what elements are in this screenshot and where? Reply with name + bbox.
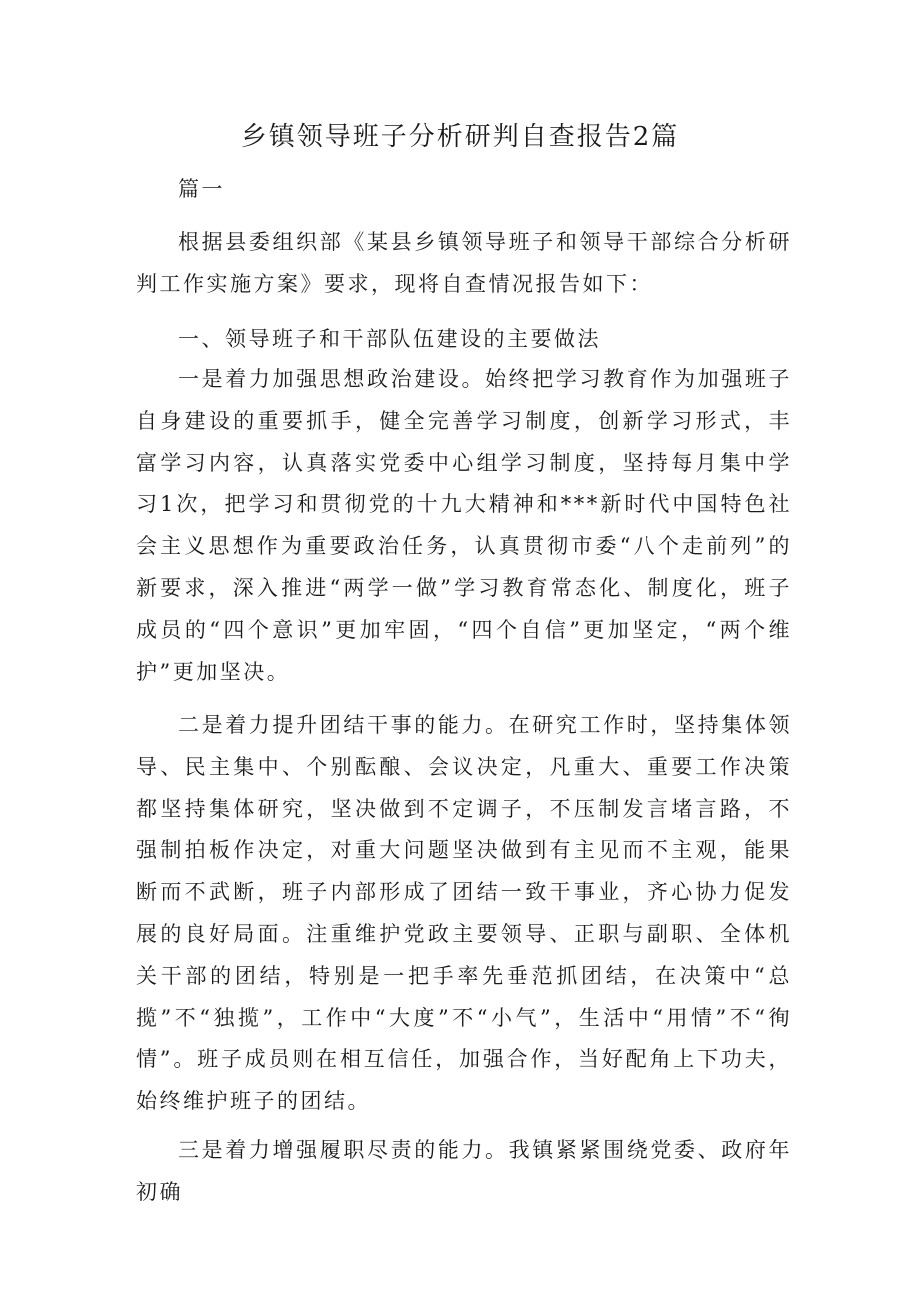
body-paragraph-1: 一是着力加强思想政治建设。始终把学习教育作为加强班子自身建设的重要抓手，健全完善学习制度，创新学习形式，丰富学习内容，认真落实党委中心组学习制度，坚持每月集中学习1次，把学习和贯彻党的十九大精神和***新时代中国特色社会主义思想作为重要政治任务，认真贯彻市委“八个走前列”的新要求，深入推进“两学一做”学习教育常态化、制度化，班子成员的“四个意识”更加牢固，“四个自信”更加坚定，“两个维护”更加坚决。 bbox=[136, 367, 792, 684]
intro-paragraph: 根据县委组织部《某县乡镇领导班子和领导干部综合分析研判工作实施方案》要求，现将自查情况报告如下： bbox=[136, 230, 792, 296]
section-heading: 一、领导班子和干部队伍建设的主要做法 bbox=[178, 327, 601, 351]
part-label: 篇一 bbox=[178, 177, 225, 201]
body-paragraph-2: 二是着力提升团结干事的能力。在研究工作时，坚持集体领导、民主集中、个别酝酿、会议决定，凡重大、重要工作决策都坚持集体研究，坚决做到不定调子，不压制发言堵言路，不强制拍板作决定，对重大问题坚决做到有主见而不主观，能果断而不武断，班子内部形成了团结一致干事业，齐心协力促发展的良好局面。注重维护党政主要领导、正职与副职、全体机关干部的团结，特别是一把手率先垂范抓团结，在决策中“总揽”不“独揽”，工作中“大度”不“小气”，生活中“用情”不“徇情”。班子成员则在相互信任，加强合作，当好配角上下功夫，始终维护班子的团结。 bbox=[136, 713, 792, 1114]
document-title: 乡镇领导班子分析研判自查报告2篇 bbox=[240, 122, 680, 152]
body-paragraph-3: 三是着力增强履职尽责的能力。我镇紧紧围绕党委、政府年初确 bbox=[136, 1138, 792, 1204]
